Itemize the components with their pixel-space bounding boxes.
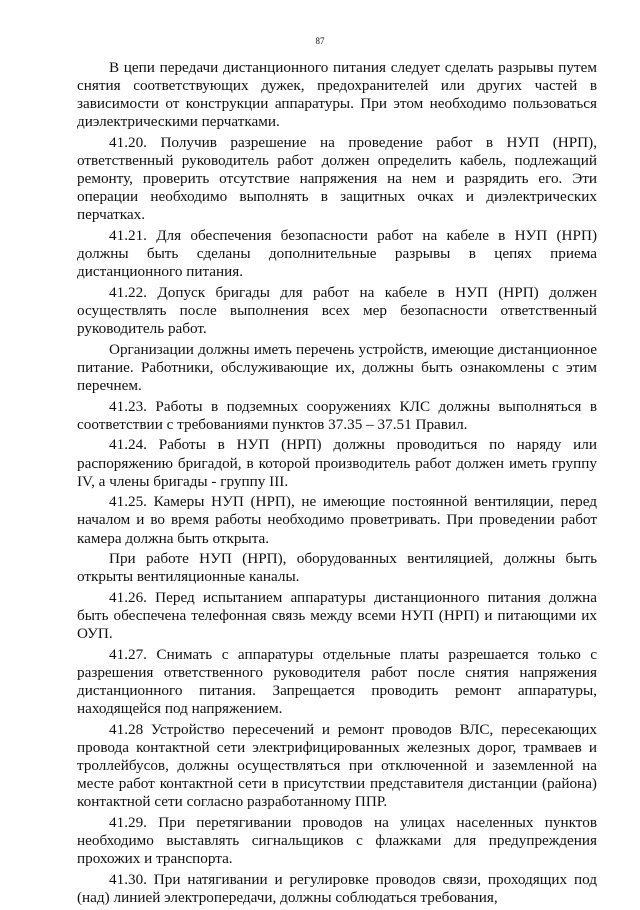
paragraph-41-28: 41.28 Устройство пересечений и ремонт проводов ВЛС, пересекающих провода контактной сети электрифицированных железных дорог, трамваев и троллейбусов, должны осуществляться при отключенной и заземленной на месте работ контактной сети в присутствии представителя дистанции (района) контактной сети согласно разработанному ППР. — [77, 720, 597, 811]
paragraph-41-29: 41.29. При перетягивании проводов на улицах населенных пунктов необходимо выставлять сигнальщиков с флажками для предупреждения прохожих и транспорта. — [77, 813, 597, 868]
document-body — [77, 59, 597, 910]
paragraph-41-22: 41.22. Допуск бригады для работ на кабеле в НУП (НРП) должен осуществлять после выполнения всех мер безопасности ответственный руководитель работ. — [77, 283, 597, 338]
paragraph-41-26: 41.26. Перед испытанием аппаратуры дистанционного питания должна быть обеспечена телефонная связь между всеми НУП (НРП) и питающими их ОУП. — [77, 588, 597, 643]
page-number: 87 — [315, 36, 325, 46]
paragraph-ventilation-channels: При работе НУП (НРП), оборудованных вентиляцией, должны быть открыты вентиляционные каналы. — [77, 550, 597, 586]
paragraph-41-24: 41.24. Работы в НУП (НРП) должны проводиться по наряду или распоряжению бригадой, в которой производитель работ должен иметь группу IV, а члены бригады - группу III. — [77, 436, 597, 490]
paragraph-41-23: 41.23. Работы в подземных сооружениях КЛС должны выполняться в соответствии с требованиями пунктов 37.35 – 37.51 Правил. — [77, 397, 597, 433]
paragraph-41-21: 41.21. Для обеспечения безопасности работ на кабеле в НУП (НРП) должны быть сделаны дополнительные разрывы в цепях приема дистанционного питания. — [77, 227, 597, 281]
paragraph-41-27: 41.27. Снимать с аппаратуры отдельные платы разрешается только с разрешения ответственного руководителя работ после снятия напряжения дистанционного питания. Запрещается проводить ремонт аппаратуры, находящейся под напряжением. — [77, 645, 597, 718]
paragraph-remote-power-breaks: В цепи передачи дистанционного питания следует сделать разрывы путем снятия соответствующих дужек, предохранителей или других частей в зависимости от конструкции аппаратуры. При этом необходимо пользоваться диэлектрическими перчатками. — [77, 59, 597, 131]
paragraph-device-list: Организации должны иметь перечень устройств, имеющие дистанционное питание. Работники, обслуживающие их, должны быть ознакомлены с этим перечнем. — [77, 340, 597, 394]
paragraph-41-20: 41.20. Получив разрешение на проведение работ в НУП (НРП), ответственный руководитель работ должен определить кабель, подлежащий ремонту, проверить отсутствие напряжения на нем и разрядить его. Эти операции необходимо выполнять в защитных очках и диэлектрических перчатках. — [77, 133, 597, 224]
paragraph-41-25: 41.25. Камеры НУП (НРП), не имеющие постоянной вентиляции, перед началом и во время работы необходимо проветривать. При проведении работ камера должна быть открыта. — [77, 493, 597, 547]
paragraph-41-30: 41.30. При натягивании и регулировке проводов связи, проходящих под (над) линией электропередачи, должны соблюдаться требования, — [77, 870, 597, 906]
